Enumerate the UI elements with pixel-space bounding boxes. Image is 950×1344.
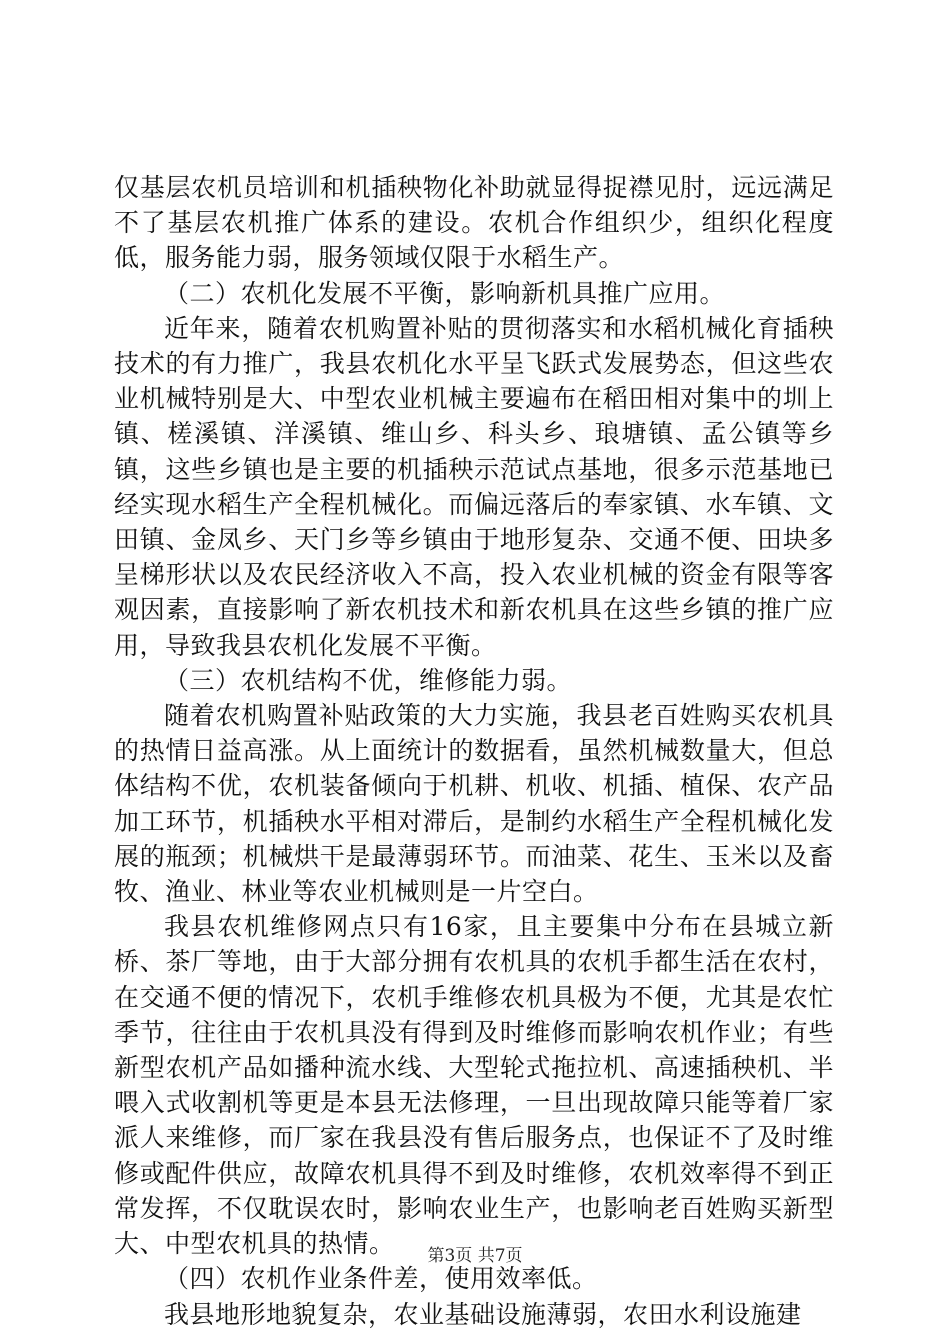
section-heading-4: （四）农机作业条件差，使用效率低。 [164,1264,598,1294]
paragraph: 我县地形地貌复杂，农业基础设施薄弱，农田水利设施建 [164,1299,802,1329]
section-heading-2: （二）农机化发展不平衡，影响新机具推广应用。 [164,278,726,308]
paragraph-continued: 仅基层农机员培训和机插秧物化补助就显得捉襟见肘，远远满足不了基层农机推广体系的建设。农机合作组织少，组织化程度低，服务能力弱，服务领域仅限于水稻生产。 [114,173,834,273]
document-body [114,170,834,1332]
paragraph: 随着农机购置补贴政策的大力实施，我县老百姓购买农机具的热情日益高涨。从上面统计的数据看，虽然机械数量大，但总体结构不优，农机装备倾向于机耕、机收、机插、植保、农产品加工环节，机插秧水平相对滞后，是制约水稻生产全程机械化发展的瓶颈；机械烘干是最薄弱环节。而油菜、花生、玉米以及畜牧、渔业、林业等农业机械则是一片空白。 [114,701,834,907]
page-number-footer: 第3页 共7页 [427,1246,523,1266]
section-heading-3: （三）农机结构不优，维修能力弱。 [164,665,573,695]
paragraph: 近年来，随着农机购置补贴的贯彻落实和水稻机械化育插秧技术的有力推广，我县农机化水平呈飞跃式发展势态，但这些农业机械特别是大、中型农业机械主要遍布在稻田相对集中的圳上镇、槎溪镇、洋溪镇、维山乡、科头乡、琅塘镇、孟公镇等乡镇，这些乡镇也是主要的机插秧示范试点基地，很多示范基地已经实现水稻生产全程机械化。而偏远落后的奉家镇、水车镇、文田镇、金凤乡、天门乡等乡镇由于地形复杂、交通不便、田块多呈梯形状以及农民经济收入不高，投入农业机械的资金有限等客观因素，直接影响了新农机技术和新农机具在这些乡镇的推广应用，导致我县农机化发展不平衡。 [114,313,834,660]
paragraph: 我县农机维修网点只有16家，且主要集中分布在县城立新桥、茶厂等地，由于大部分拥有农机具的农机手都生活在农村，在交通不便的情况下，农机手维修农机具极为不便，尤其是农忙季节，往往由于农机具没有得到及时维修而影响农机作业；有些新型农机产品如播种流水线、大型轮式拖拉机、高速插秧机、半喂入式收割机等更是本县无法修理，一旦出现故障只能等着厂家派人来维修，而厂家在我县没有售后服务点，也保证不了及时维修或配件供应，故障农机具得不到及时维修，农机效率得不到正常发挥，不仅耽误农时，影响农业生产，也影响老百姓购买新型大、中型农机具的热情。 [114,912,834,1259]
